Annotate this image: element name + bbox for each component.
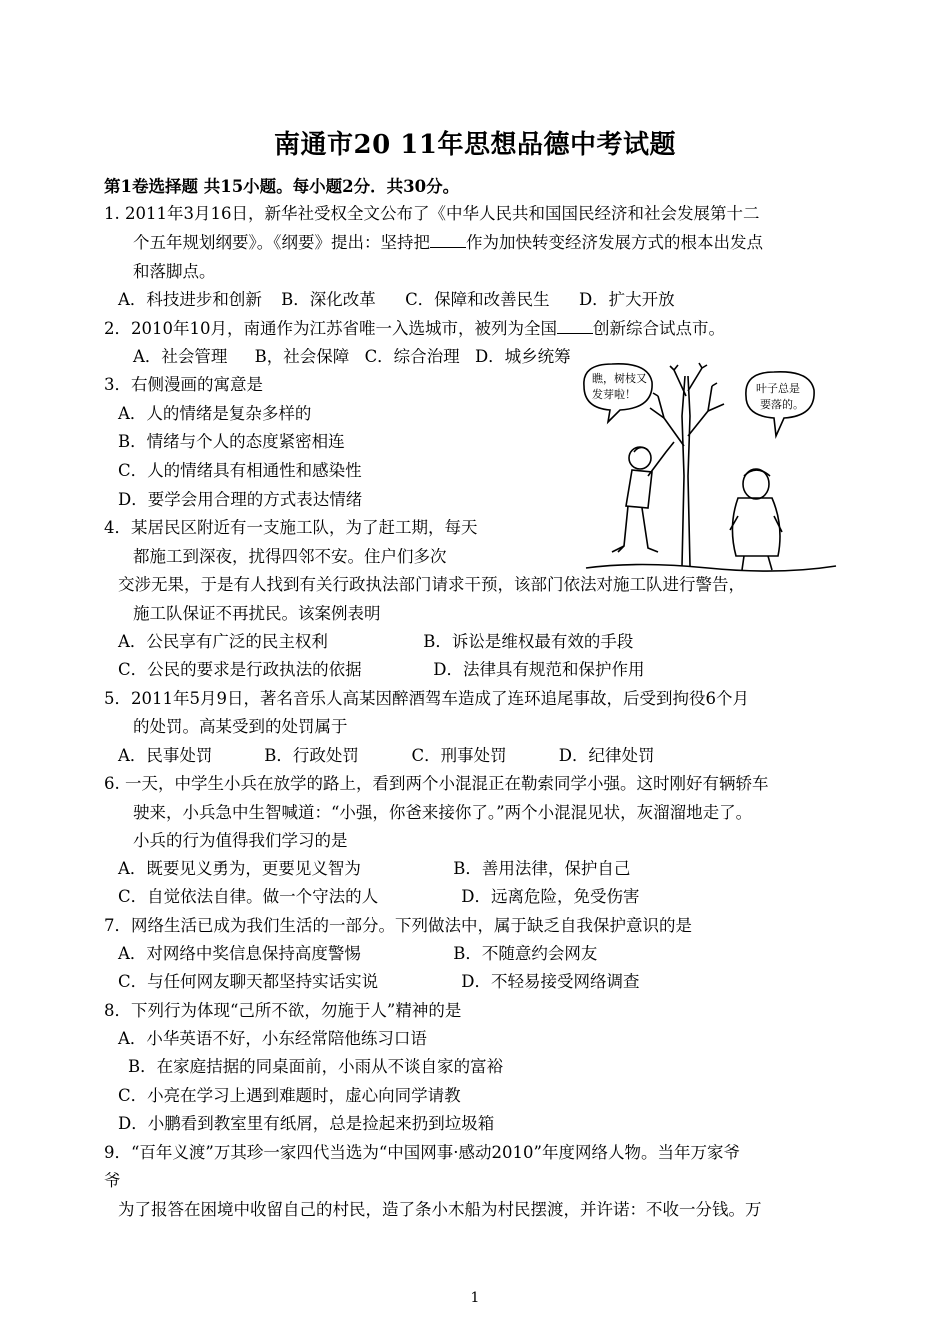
q4-option-c[interactable]: C．公民的要求是行政执法的依据	[118, 660, 362, 679]
q4-options-row-2	[118, 660, 644, 680]
section-header: 第1卷选择题 共15小题。每小题2分．共30分。	[104, 177, 460, 196]
q4-option-a[interactable]: A．公民享有广泛的民主权利	[118, 632, 328, 651]
q2-option-a[interactable]: A．社会管理	[133, 347, 228, 366]
q6-option-a[interactable]: A．既要见义勇为，更要见义智为	[118, 859, 361, 878]
q5-options	[118, 746, 654, 766]
q9-line-1: 9．“百年义渡”万其珍一家四代当选为“中国网事·感动2010”年度网络人物。当年万家爷	[104, 1143, 740, 1162]
q1-line-2b: 作为加快转变经济发展方式的根本出发点	[466, 233, 763, 252]
q2-option-b[interactable]: B，社会保障	[254, 347, 350, 366]
q7-option-a[interactable]: A．对网络中奖信息保持高度警惕	[118, 944, 361, 963]
q4-option-b[interactable]: B．诉讼是维权最有效的手段	[423, 632, 634, 651]
q1-option-b[interactable]: B．深化改革	[281, 290, 376, 309]
q6-options-row-2	[118, 887, 639, 907]
cartoon-bubble-left: 瞧，树枝又	[592, 372, 647, 385]
q1-option-d[interactable]: D．扩大开放	[578, 290, 675, 309]
q3-option-b[interactable]: B．情绪与个人的态度紧密相连	[118, 432, 345, 451]
q2-option-d[interactable]: D．城乡统筹	[474, 347, 571, 366]
q3-option-a[interactable]: A．人的情绪是复杂多样的	[118, 404, 312, 423]
q2-line-1	[104, 319, 725, 339]
q6-line-3: 小兵的行为值得我们学习的是	[133, 831, 348, 850]
page-number: 1	[470, 1290, 480, 1306]
q6-option-c[interactable]: C．自觉依法自律。做一个守法的人	[118, 887, 379, 906]
q1-line-2a: 个五年规划纲要》。《纲要》提出：坚持把	[133, 233, 430, 252]
svg-text:要落的。: 要落的。	[760, 398, 804, 411]
q8-option-a[interactable]: A．小华英语不好，小东经常陪他练习口语	[118, 1029, 427, 1048]
q9-line-2: 爷	[104, 1171, 121, 1190]
q2-line-1b: 创新综合试点市。	[593, 319, 725, 338]
q4-line-3: 交涉无果，于是有人找到有关行政执法部门请求干预，该部门依法对施工队进行警告，	[118, 575, 745, 594]
q1-line-3: 和落脚点。	[133, 262, 216, 281]
answer-blank	[557, 319, 593, 334]
q5-line-1: 5．2011年5月9日，著名音乐人高某因醉酒驾车造成了连环追尾事故，后受到拘役6个月	[104, 689, 749, 708]
q1-option-c[interactable]: C．保障和改善民生	[405, 290, 550, 309]
q8-line-1: 8．下列行为体现“己所不欲，勿施于人”精神的是	[104, 1001, 462, 1020]
q4-line-2: 都施工到深夜，扰得四邻不安。住户们多次	[133, 547, 447, 566]
page-title: 南通市20 11年思想品德中考试题	[274, 130, 676, 160]
q1-option-a[interactable]: A．科技进步和创新	[118, 290, 262, 309]
q7-option-c[interactable]: C．与任何网友聊天都坚持实话实说	[118, 972, 379, 991]
q6-option-d[interactable]: D．远离危险，免受伤害	[461, 887, 640, 906]
q7-line-1: 7．网络生活已成为我们生活的一部分。下列做法中，属于缺乏自我保护意识的是	[104, 916, 692, 935]
answer-blank	[430, 233, 466, 248]
q3-option-d[interactable]: D．要学会用合理的方式表达情绪	[118, 490, 363, 509]
q5-option-b[interactable]: B．行政处罚	[264, 746, 359, 765]
q1-line-1: 1. 2011年3月16日，新华社受权全文公布了《中华人民共和国国民经济和社会发展第十二	[104, 204, 760, 223]
q3-option-c[interactable]: C．人的情绪具有相通性和感染性	[118, 461, 362, 480]
q4-options-row-1	[118, 632, 633, 652]
q8-option-d[interactable]: D．小鹏看到教室里有纸屑，总是捡起来扔到垃圾箱	[118, 1114, 495, 1133]
q5-option-c[interactable]: C．刑事处罚	[411, 746, 507, 765]
q2-option-c[interactable]: C．综合治理	[364, 347, 460, 366]
q7-option-b[interactable]: B．不随意约会网友	[453, 944, 598, 963]
q6-line-2: 驶来，小兵急中生智喊道：“小强，你爸来接你了。”两个小混混见状，灰溜溜地走了。	[133, 803, 753, 822]
cartoon-image	[578, 356, 844, 588]
q3-line-1: 3．右侧漫画的寓意是	[104, 375, 263, 394]
q4-option-d[interactable]: D．法律具有规范和保护作用	[433, 660, 645, 679]
q2-options	[133, 347, 571, 367]
q4-line-1: 4．某居民区附近有一支施工队，为了赶工期，每天	[104, 518, 478, 537]
q7-options-row-2	[118, 972, 639, 992]
q6-options-row-1	[118, 859, 630, 879]
q1-options	[118, 290, 675, 310]
q6-line-1: 6. 一天，中学生小兵在放学的路上，看到两个小混混正在勒索同学小强。这时刚好有辆轿车	[104, 774, 769, 793]
q8-option-c[interactable]: C．小亮在学习上遇到难题时，虚心向同学请教	[118, 1086, 461, 1105]
q8-option-b[interactable]: B．在家庭拮据的同桌面前，小雨从不谈自家的富裕	[128, 1057, 504, 1076]
q6-option-b[interactable]: B．善用法律，保护自己	[453, 859, 631, 878]
q7-options-row-1	[118, 944, 597, 964]
cartoon-bubble-right: 叶子总是	[756, 382, 800, 395]
q7-option-d[interactable]: D．不轻易接受网络调查	[461, 972, 640, 991]
q4-line-4: 施工队保证不再扰民。该案例表明	[133, 604, 381, 623]
q5-line-2: 的处罚。高某受到的处罚属于	[133, 717, 348, 736]
q1-line-2	[133, 233, 763, 253]
q2-line-1a: 2．2010年10月，南通作为江苏省唯一入选城市，被列为全国	[104, 319, 557, 338]
q5-option-d[interactable]: D．纪律处罚	[558, 746, 655, 765]
svg-text:发芽啦！: 发芽啦！	[592, 388, 636, 401]
q5-option-a[interactable]: A．民事处罚	[118, 746, 213, 765]
q9-line-3: 为了报答在困境中收留自己的村民，造了条小木船为村民摆渡，并许诺：不收一分钱。万	[118, 1200, 762, 1219]
